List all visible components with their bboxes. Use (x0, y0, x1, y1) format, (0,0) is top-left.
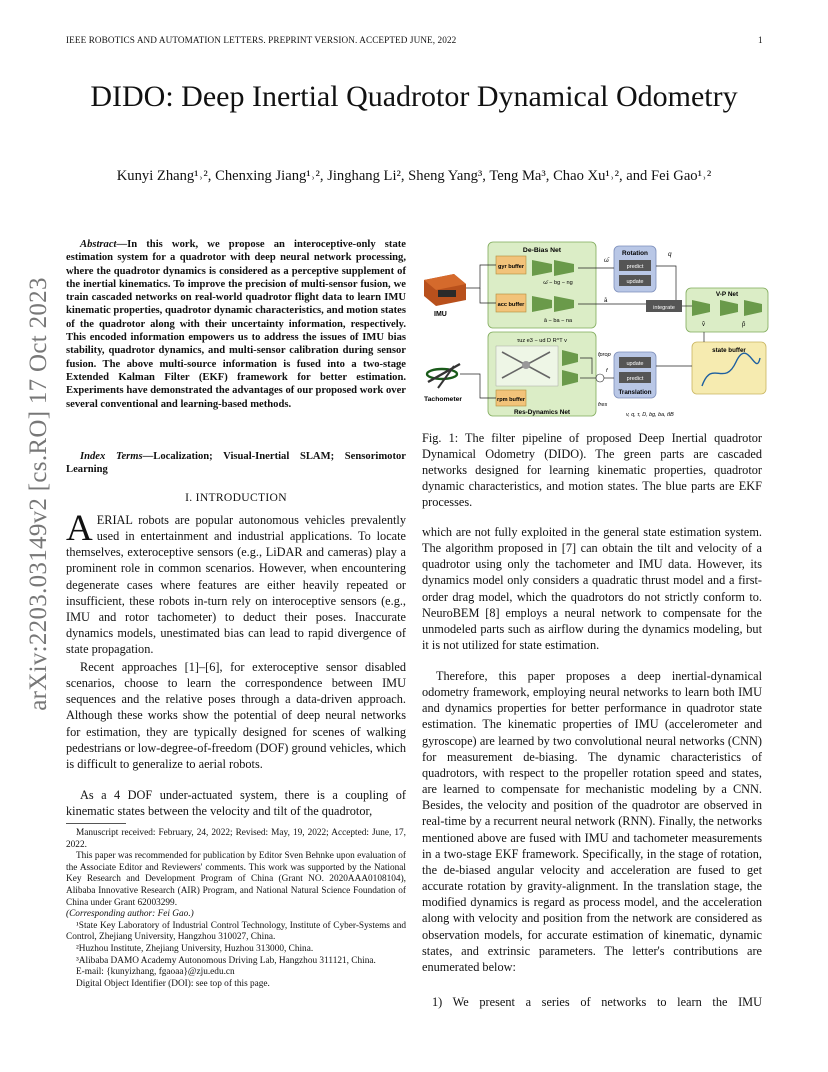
figure-caption: Fig. 1: The filter pipeline of proposed Deep Inertial quadrotor Dynamical Odometry (DIDO). The green parts are cascaded networks designed for learning kinematic properties, quadrotor dynamic characteristics, and motion states. The blue parts are EKF processes. (422, 431, 762, 510)
footnote-recommended: This paper was recommended for publication by Editor Sven Behnke upon evaluation of the Associate Editor and Reviewers' comments. This work was supported by the National Key Research and Development Program of China (Grant NO. 2020AAA0108104), Alibaba Innovative Research (AIR) Program, and National Natural Science Foundation of China under Grant 62003299. (66, 851, 406, 908)
footnotes (66, 828, 406, 990)
gyro-debias-equation: ω̄ − bg − ng (543, 280, 573, 286)
abstract (66, 238, 406, 411)
footnote-aff2: ²Huzhou Institute, Zhejiang University, Huzhou 313000, China. (76, 943, 314, 954)
footnote-email: E-mail: {kunyizhang, fgaoaa}@zju.edu.cn (76, 967, 235, 978)
abstract-text: —In this work, we propose an interoceptive-only state estimation system for a quadrotor with deep neural network processing, where the quadrotor dynamics is considered as a perceptive supplement of the inertial kinematics. To improve the precision of multi-sensor fusion, we train cascaded networks on real-world quadrotor flight data to learn IMU kinematic properties, quadrotor dynamic characteristics, and motion states of the quadrotor along with their uncertainty information, respectively. This encoded information empowers us to address the issues of IMU bias stability, quadrotor dynamics, and multi-sensor calibration during sensor fusion. The above multi-source information is fused into a two-stage Extended Kalman Filter (EKF) framework for better estimation. Experiments have demonstrated the advantages of our proposed work over several conventional and learning-based methods. (66, 239, 406, 410)
state-buffer-label: state buffer (712, 347, 746, 354)
page-number: 1 (758, 35, 763, 45)
paper-title: DIDO: Deep Inertial Quadrotor Dynamical Odometry (90, 80, 738, 113)
acc-debias-equation: ā − ba − na (543, 318, 573, 324)
f-symbol: f (606, 368, 608, 374)
state-vector-label: v, q, τ, D, bg, ba, tIB (626, 412, 674, 418)
tachometer-quadrotor-icon (427, 364, 460, 388)
dynamics-force-diagram (496, 346, 558, 386)
imu-label: IMU (434, 311, 447, 318)
vp-net-blocks (692, 300, 762, 316)
index-terms (66, 450, 406, 477)
rotation-label: Rotation (622, 250, 648, 257)
right-paragraph-2 (422, 668, 762, 975)
v-hat-symbol: v̂ (702, 322, 705, 328)
sum-node (596, 374, 604, 382)
res-dynamics-label: Res-Dynamics Net (513, 409, 571, 416)
translation-label: Translation (618, 389, 652, 396)
author-list: Kunyi Zhang¹˒², Chenxing Jiang¹˒², Jinghang Li², Sheng Yang³, Teng Ma³, Chao Xu¹˒², and Fei Gao¹˒² (116, 168, 712, 184)
gyr-buffer-label: gyr buffer (497, 264, 525, 270)
acc-buffer-label: acc buffer (497, 302, 525, 308)
rotation-update-label: update (626, 279, 644, 285)
intro-paragraph-2 (66, 659, 406, 772)
running-header: IEEE ROBOTICS AND AUTOMATION LETTERS. PREPRINT VERSION. ACCEPTED JUNE, 2022 (66, 35, 457, 45)
tachometer-label: Tachometer (424, 396, 463, 403)
corresponding-author: (Corresponding author: Fei Gao.) (66, 909, 194, 920)
abstract-label: Abstract (80, 239, 117, 250)
contribution-list-item-1: 1) We present a series of networks to learn the IMU (432, 995, 762, 1009)
right-p2-text: Therefore, this paper proposes a deep inertial-dynamical odometry framework, employing neural networks to learn both IMU and dynamics properties for better performance in quadrotor state estimation. The kinematic properties of IMU (accelerometer and gyroscope) are learned by two convolutional neural networks (CNN) for measurement de-biasing. The dynamic characteristics of quadrotors, with respect to the propeller rotation speed and states, are learned to compensate for mechanistic modeling by a CNN. Besides, the velocity and position of the quadrotor are observed in real-time by a recurrent neural network (RNN). Finally, the networks mentioned above are fused with IMU and tachometer measurements in a two-stage EKF framework. Specifically, in the stage of rotation, the de-biased angular velocity and acceleration are fused to get accurate rotation by gravity-alignment. In the translation stage, the modified dynamics is regard as process model, and the acceleration along with velocity and position from the network are considered as observation models, for accurate estimation of kinematic, dynamic states, and extrinsic parameters. The letter's contributions are enumerated below: (422, 669, 762, 974)
arxiv-stamp: arXiv:2203.03149v2 [cs.RO] 17 Oct 2023 (25, 277, 52, 711)
translation-predict-label: predict (626, 376, 644, 382)
figure-pipeline-diagram (420, 238, 772, 426)
section-heading: I. INTRODUCTION (185, 491, 287, 504)
index-terms-label: Index Terms (80, 451, 143, 462)
footnote-aff1: ¹State Key Laboratory of Industrial Control Technology, Institute of Cyber-Systems and Control, Zhejiang University, Hangzhou 310027, China. (66, 920, 406, 943)
intro-paragraph-1 (66, 508, 406, 657)
footnote-corresponding (66, 909, 406, 921)
debias-net-box (488, 242, 596, 328)
rotation-predict-label: predict (626, 264, 644, 270)
drop-cap: A (66, 508, 93, 549)
integrate-label: integrate (653, 305, 675, 311)
imu-device-icon (424, 274, 466, 306)
footnote-received: Manuscript received: February, 24, 2022; Revised: May, 19, 2022; Accepted: June, 17, 2022. (66, 828, 406, 850)
vp-net-label: V-P Net (715, 291, 739, 298)
translation-update-label: update (626, 361, 644, 367)
footnote-rule (66, 823, 126, 824)
fprop-symbol: fprop (598, 352, 611, 358)
abar-symbol: ā (604, 298, 608, 304)
index-terms-text: —Localization; Visual-Inertial SLAM; Sensorimotor Learning (66, 451, 406, 476)
p-hat-symbol: p̂ (742, 322, 746, 328)
footnote-doi: Digital Object Identifier (DOI): see top of this page. (76, 978, 270, 989)
omega-symbol: ω̄ (604, 258, 609, 264)
intro-paragraph-3 (66, 787, 406, 819)
footnote-aff3: ³Alibaba DAMO Academy Autonomous Driving Lab, Hangzhou 311121, China. (76, 955, 376, 966)
fres-symbol: fres (598, 402, 608, 408)
intro-p2-text: Recent approaches [1]–[6], for exteroceptive sensor disabled scenarios, choose to learn the correspondence between IMU sequences and the relative poses through a data-driven approach. Although these works show the potential of deep neural networks for estimation, they are typically designed for scenes of walking pedestrians or low-degree-of-freedom (DOF) ground vehicles, which is difficult to generalize to aerial robots. (66, 660, 406, 771)
right-p1-text: which are not fully exploited in the general state estimation system. The algorithm proposed in [7] can obtain the tilt and velocity of a quadrotor using only the tachometer and IMU data. However, its dynamics model only considers a quadratic thrust model and a first-order drag model, which the quadrotors do not strictly conform to. NeuroBEM [8] employs a neural network to compensate for the unmodeled parts such as airflow during the dynamics modeling, but it is not utilized for state estimation. (422, 525, 762, 653)
rpm-buffer-label: rpm buffer (497, 397, 525, 403)
right-paragraph-1 (422, 524, 762, 653)
intro-p1-text: ERIAL robots are popular autonomous vehicles prevalently used in entertainment and industrial applications. To locate themselves, exteroceptive sensors (e.g., LiDAR and cameras) play a prominent role in common scenarios. However, when encountering degenerate cases where features are either heavily repeated or insufficient, these robots in-turn rely on interoceptive sensors (e.g., IMU and rotor tachometer) to deduct their poses. Inaccurate dynamics models, unestimated bias can lead to rapid divergence of state propagation. (66, 513, 406, 657)
debias-net-label: De-Bias Net (522, 247, 562, 254)
intro-p3-text: As a 4 DOF under-actuated system, there is a coupling of kinematic states between the velocity and tilt of the quadrotor, (66, 788, 406, 819)
dynamics-equation: τuz e3 − ud D R^T v (517, 338, 567, 344)
q-symbol: q (668, 251, 672, 258)
